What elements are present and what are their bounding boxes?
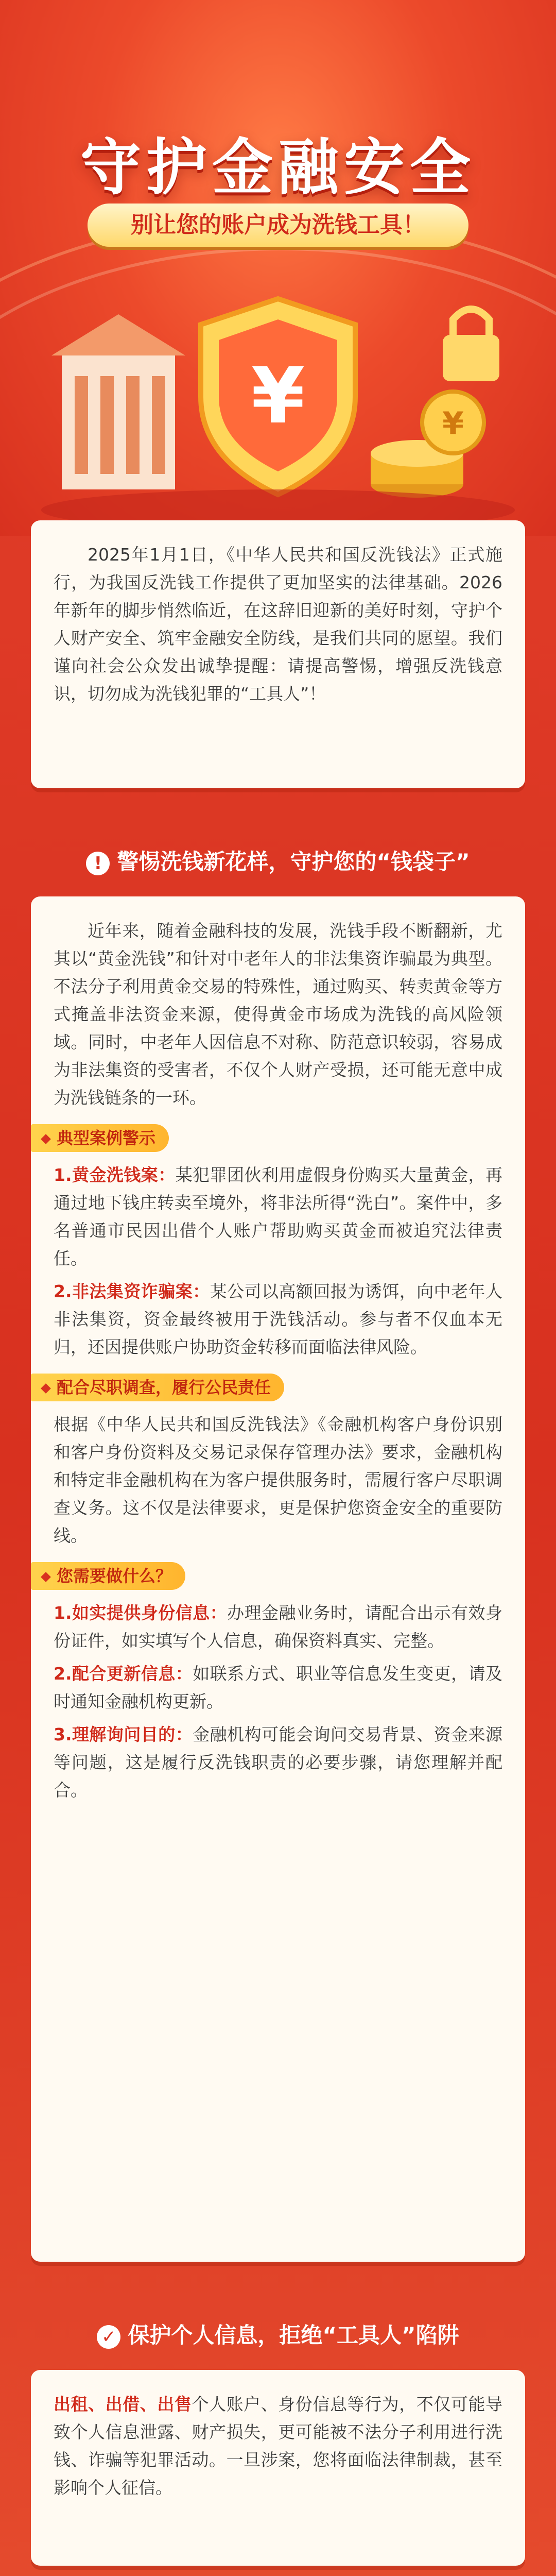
duty-text: 根据《中华人民共和国反洗钱法》《金融机构客户身份识别和客户身份资料及交易记录保存管理办法》要求，金融机构和特定非金融机构在为客户提供服务时，需履行客户尽职调查义务。这不仅是法律要求，更是保护您资金安全的重要防线。: [54, 1414, 502, 1546]
intro-text: 2025年1月1日，《中华人民共和国反洗钱法》正式施行，为我国反洗钱工作提供了更加坚实的法律基础。2026年新年的脚步悄然临近，在这辞旧迎新的美好时刻，守护个人财产安全、筑牢金融安全防线，是我们共同的愿望。我们谨向社会公众发出诚挚提醒：请提高警惕，增强反洗钱意识，切勿成为洗钱犯罪的“工具人”！: [54, 545, 502, 704]
svg-text:¥: ¥: [251, 351, 305, 441]
alert-icon: !: [86, 852, 110, 875]
case1: 1.黄金洗钱案：某犯罪团伙利用虚假身份购买大量黄金，再通过地下钱庄转卖至境外，将非法所得“洗白”。案件中，多名普通市民因出借个人账户帮助购买黄金而被追究法律责任。: [54, 1165, 502, 1268]
section2-text: 出租、出借、出售个人账户、身份信息等行为，不仅可能导致个人信息泄露、财产损失，更可能被不法分子利用进行洗钱、诈骗等犯罪活动。一旦涉案，您将面临法律制裁，甚至影响个人征信。: [54, 2394, 503, 2498]
hero-illustration: [0, 268, 556, 536]
hero-subtitle: 别让您的账户成为洗钱工具！: [88, 204, 468, 247]
tag-due-diligence: 配合尽职调查，履行公民责任: [31, 1374, 284, 1401]
section2-card: [31, 2370, 525, 2566]
coin-stack-icon: [371, 392, 484, 498]
shield-icon: [201, 299, 355, 495]
section2-title: ✓ 保护个人信息，拒绝“工具人”陷阱: [0, 2318, 556, 2349]
intro-card: [31, 520, 525, 788]
section1-card: [31, 896, 525, 2262]
svg-text:¥: ¥: [442, 405, 464, 442]
do3: 3.理解询问目的：金融机构可能会询问交易背景、资金来源等问题，这是履行反洗钱职责的必要步骤，请您理解并配合。: [54, 1724, 503, 1800]
tag-what-to-do: 您需要做什么？: [31, 1562, 185, 1590]
hero-title: 守护金融安全: [80, 132, 476, 203]
lock-icon: [443, 309, 499, 381]
do2: 2.配合更新信息：如联系方式、职业等信息发生变更，请及时通知金融机构更新。: [54, 1664, 503, 1711]
hero-banner: [0, 0, 556, 536]
tag-case-warning: 典型案例警示: [31, 1124, 169, 1152]
section1-title: ! 警惕洗钱新花样，守护您的“钱袋子”: [0, 845, 556, 876]
section1-para: 近年来，随着金融科技的发展，洗钱手段不断翻新，尤其以“黄金洗钱”和针对中老年人的非法集资诈骗最为典型。不法分子利用黄金交易的特殊性，通过购买、转卖黄金等方式掩盖非法资金来源，使得黄金市场成为洗钱的高风险领域。同时，中老年人因信息不对称、防范意识较弱，容易成为非法集资的受害者，不仅个人财产受损，还可能无意中成为洗钱链条的一环。: [54, 921, 502, 1108]
bank-building-icon: [51, 314, 185, 489]
shield-check-icon: ✓: [97, 2325, 120, 2349]
case2: 2.非法集资诈骗案：某公司以高额回报为诱饵，向中老年人非法集资，资金最终被用于洗钱活动。参与者不仅血本无归，还因提供账户协助资金转移而面临法律风险。: [54, 1281, 503, 1357]
do1: 1.如实提供身份信息：办理金融业务时，请配合出示有效身份证件，如实填写个人信息，确保资料真实、完整。: [54, 1603, 503, 1651]
